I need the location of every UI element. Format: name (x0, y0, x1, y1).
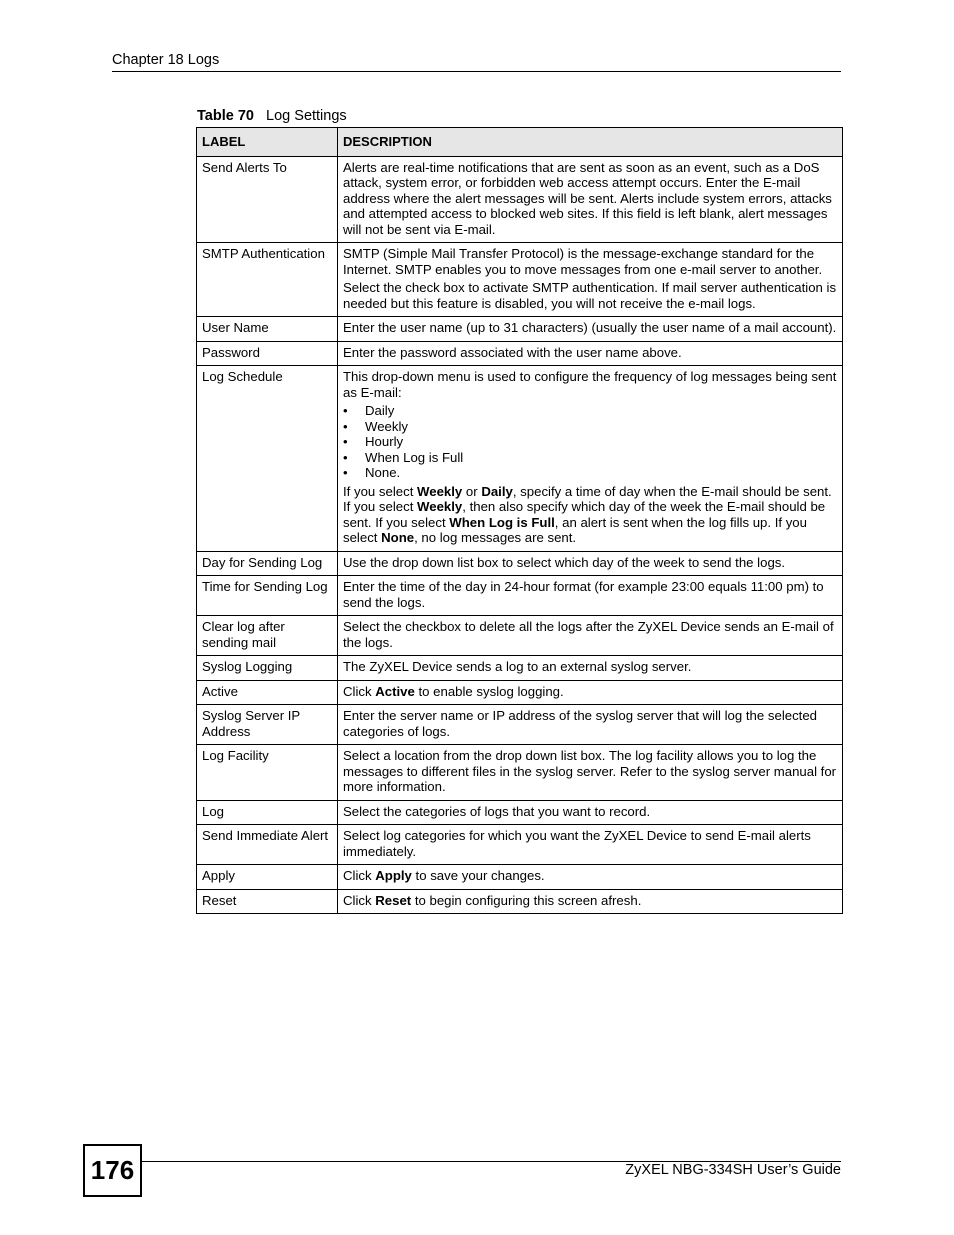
list-item: • Hourly (343, 434, 837, 450)
description-paragraph: Select the checkbox to delete all the logs after the ZyXEL Device sends an E-mail of the logs. (343, 619, 834, 650)
row-description (338, 551, 843, 576)
table-row (197, 576, 843, 616)
row-label: Log Schedule (197, 366, 338, 552)
row-description (338, 889, 843, 914)
row-label: Day for Sending Log (197, 551, 338, 576)
list-item: • Weekly (343, 419, 837, 435)
description-paragraph: Select a location from the drop down list box. The log facility allows you to log the messages to different files in the syslog server. Refer to the syslog server manual for more information. (343, 748, 837, 794)
column-header-label: LABEL (197, 128, 338, 157)
row-description (338, 800, 843, 825)
text-run: Click (343, 683, 376, 699)
row-description (338, 243, 843, 317)
row-description (338, 865, 843, 890)
row-label: Log (197, 800, 338, 825)
table-row (197, 616, 843, 656)
text-run: to begin configuring this screen afresh. (411, 892, 642, 908)
row-label: Password (197, 341, 338, 366)
bold-term: Weekly (417, 483, 463, 499)
description-paragraph: Alerts are real-time notifications that are sent as soon as an event, such as a DoS attack, system error, or forbidden web access attempt occurs. Enter the E-mail address where the alert messages will be sent. Alerts include system errors, attacks and attempted access to blocked web sites. If this field is left blank, alert messages will not be sent via E-mail. (343, 159, 832, 237)
row-description (338, 576, 843, 616)
row-label: SMTP Authentication (197, 243, 338, 317)
bold-term: When Log is Full (449, 514, 555, 530)
table-row (197, 680, 843, 705)
description-paragraph (343, 893, 837, 909)
description-paragraph: Enter the server name or IP address of the syslog server that will log the selected categories of logs. (343, 708, 818, 739)
description-paragraph (343, 684, 837, 700)
row-description (338, 745, 843, 801)
table-row (197, 156, 843, 243)
row-label: Send Immediate Alert (197, 825, 338, 865)
text-run: to save your changes. (411, 868, 545, 883)
schedule-option-list (343, 403, 837, 481)
text-run: or (462, 483, 482, 499)
bold-term: None (381, 530, 415, 545)
description-paragraph: Enter the password associated with the user name above. (343, 344, 682, 360)
row-label: Syslog Logging (197, 656, 338, 681)
chapter-header: Chapter 18 Logs (112, 52, 220, 68)
row-description (338, 156, 843, 243)
row-label: Reset (197, 889, 338, 914)
description-paragraph: Use the drop down list box to select which day of the week to send the logs. (343, 554, 786, 570)
page-number: 176 (83, 1144, 142, 1197)
table-title: Log Settings (266, 108, 347, 124)
text-run: , an alert is sent when the log fills up. If you select (343, 514, 807, 545)
bold-term: Reset (375, 892, 412, 908)
table-caption (197, 108, 347, 124)
row-label: Apply (197, 865, 338, 890)
table-row (197, 800, 843, 825)
table-row (197, 825, 843, 865)
table-row (197, 865, 843, 890)
row-label: Clear log after sending mail (197, 616, 338, 656)
list-item: • When Log is Full (343, 450, 837, 466)
row-description (338, 317, 843, 342)
table-row (197, 656, 843, 681)
description-paragraph: Select the categories of logs that you want to record. (343, 803, 651, 819)
text-run: , then also specify which day of the week the E-mail should be sent. If you select (343, 499, 826, 530)
row-label: Time for Sending Log (197, 576, 338, 616)
table-row (197, 705, 843, 745)
row-label: Log Facility (197, 745, 338, 801)
bold-term: Weekly (417, 499, 463, 514)
description-paragraph: This drop-down menu is used to configure the frequency of log messages being sent as E-mail: (343, 369, 837, 400)
bold-term: Daily (481, 483, 513, 499)
row-description (338, 825, 843, 865)
table-header-row (197, 128, 843, 157)
list-item: • Daily (343, 403, 837, 419)
description-paragraph: SMTP (Simple Mail Transfer Protocol) is the message-exchange standard for the Internet. SMTP enables you to move messages from one e-mail server to another. (343, 246, 823, 277)
log-settings-table (196, 127, 843, 914)
row-description (338, 616, 843, 656)
table-row (197, 889, 843, 914)
text-run: , specify a time of day when the E-mail should be sent. If you select (343, 483, 832, 514)
description-paragraph: Select log categories for which you want the ZyXEL Device to send E-mail alerts immediately. (343, 828, 811, 859)
description-paragraph: Enter the time of the day in 24-hour format (for example 23:00 equals 11:00 pm) to send the logs. (343, 579, 824, 610)
description-paragraph: Enter the user name (up to 31 characters) (usually the user name of a mail account). (343, 320, 837, 335)
description-paragraph: Select the check box to activate SMTP authentication. If mail server authentication is needed but this feature is disabled, you will not receive the e-mail logs. (343, 280, 837, 311)
text-run: Click (343, 892, 376, 908)
row-description (338, 366, 843, 552)
text-run: , no log messages are sent. (414, 530, 577, 545)
table-row (197, 243, 843, 317)
row-description (338, 341, 843, 366)
row-description (338, 680, 843, 705)
row-label: Send Alerts To (197, 156, 338, 243)
row-label: Syslog Server IP Address (197, 705, 338, 745)
description-paragraph: The ZyXEL Device sends a log to an external syslog server. (343, 659, 692, 674)
description-paragraph (343, 484, 837, 546)
bold-term: Active (375, 683, 415, 699)
table-number: Table 70 (197, 108, 254, 124)
description-paragraph (343, 868, 837, 884)
table-row (197, 341, 843, 366)
row-label: Active (197, 680, 338, 705)
guide-title: ZyXEL NBG-334SH User’s Guide (625, 1162, 841, 1178)
header-divider (112, 71, 841, 72)
column-header-description: DESCRIPTION (338, 128, 843, 157)
table-row (197, 366, 843, 552)
row-description (338, 705, 843, 745)
text-run: Click (343, 868, 376, 883)
row-label: User Name (197, 317, 338, 342)
table-row (197, 317, 843, 342)
text-run: If you select (343, 483, 418, 499)
list-item: • None. (343, 465, 837, 481)
table-row (197, 745, 843, 801)
row-description (338, 656, 843, 681)
table-row (197, 551, 843, 576)
text-run: to enable syslog logging. (414, 683, 564, 699)
bold-term: Apply (375, 868, 412, 883)
